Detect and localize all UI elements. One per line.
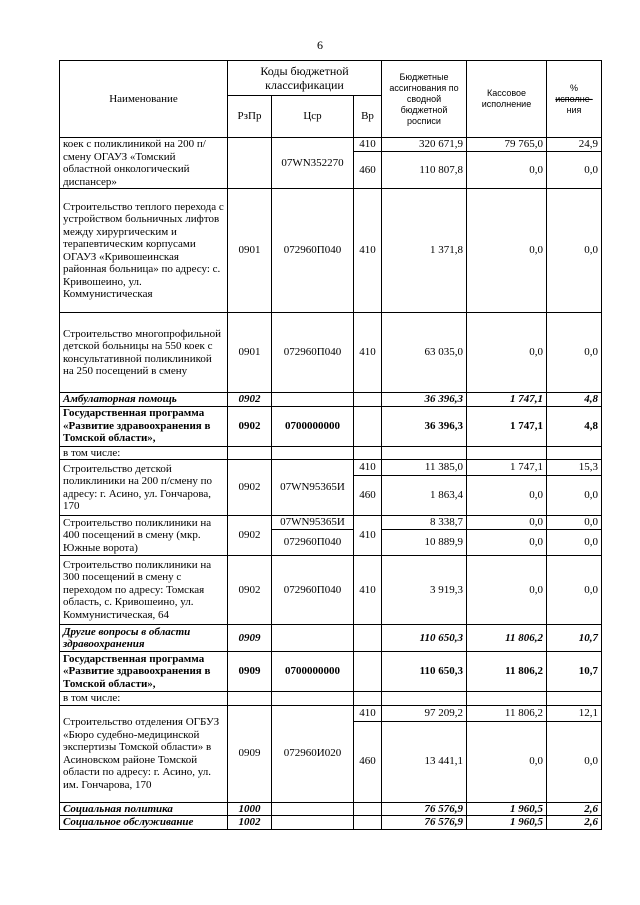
row-pct: 0,0 (547, 313, 602, 393)
row-cash: 1 747,1 (467, 406, 547, 446)
row-rzpr: 0901 (228, 189, 272, 313)
row-csr: 07WN95365И (272, 516, 354, 530)
table-row (60, 138, 602, 152)
page-number: 6 (317, 38, 323, 52)
row-pct: 0,0 (547, 530, 602, 556)
table-row (60, 705, 602, 721)
row-rzpr: 0902 (228, 393, 272, 407)
header-codes: Коды бюджетной классификации (228, 61, 382, 96)
table-row (60, 406, 602, 446)
table-row (60, 446, 602, 460)
row-vr (354, 393, 382, 407)
row-pct: 12,1 (547, 705, 602, 721)
row-pct: 2,6 (547, 816, 602, 830)
row-vr: 410 (354, 705, 382, 721)
table-row (60, 802, 602, 816)
table-row (60, 393, 602, 407)
row-budget: 8 338,7 (382, 516, 467, 530)
row-name: Строительство детской поликлиники на 200 п/смену по адресу: г. Асино, ул. Гончарова, 170 (60, 460, 228, 516)
row-cash: 1 747,1 (467, 460, 547, 476)
row-rzpr: 1000 (228, 802, 272, 816)
row-rzpr: 0909 (228, 705, 272, 802)
row-budget: 76 576,9 (382, 816, 467, 830)
table-row (60, 516, 602, 530)
row-vr (354, 816, 382, 830)
row-cash: 1 960,5 (467, 802, 547, 816)
header-budget: Бюджетные ассигнования по сводной бюджетной росписи (382, 61, 467, 138)
table-row (60, 692, 602, 706)
row-pct: 4,8 (547, 406, 602, 446)
row-vr: 410 (354, 189, 382, 313)
row-budget: 110 650,3 (382, 625, 467, 652)
header-rzpr: РзПр (228, 96, 272, 138)
row-cash: 11 806,2 (467, 625, 547, 652)
row-name: Строительство отделения ОГБУЗ «Бюро судебно-медицинской экспертизы Томской области» в Асиновском районе Томской области по адресу: г. Асино, ул. им. Гончарова, 170 (60, 705, 228, 802)
row-pct: 0,0 (547, 721, 602, 802)
table-row (60, 625, 602, 652)
header-pct-word: исполне- (555, 93, 593, 104)
row-budget: 1 371,8 (382, 189, 467, 313)
row-pct: 0,0 (547, 151, 602, 188)
row-csr: 07WN352270 (272, 138, 354, 189)
header-name: Наименование (60, 61, 228, 138)
header-csr: Цср (272, 96, 354, 138)
row-pct: 2,6 (547, 802, 602, 816)
row-budget: 11 385,0 (382, 460, 467, 476)
row-name: Другие вопросы в области здравоохранения (60, 625, 228, 652)
row-cash: 0,0 (467, 151, 547, 188)
row-name: Государственная программа «Развитие здравоохранения в Томской области», (60, 406, 228, 446)
row-vr: 410 (354, 460, 382, 476)
row-budget: 110 807,8 (382, 151, 467, 188)
row-cash: 0,0 (467, 556, 547, 625)
row-vr: 410 (354, 138, 382, 152)
row-budget: 1 863,4 (382, 476, 467, 516)
row-rzpr: 0909 (228, 652, 272, 692)
row-csr (272, 393, 354, 407)
header-pct-sign: % (569, 82, 578, 93)
row-cash: 1 960,5 (467, 816, 547, 830)
row-rzpr: 0909 (228, 625, 272, 652)
row-vr (354, 406, 382, 446)
row-name: Строительство теплого перехода с устройством больничных лифтов между хирургическим и терапевтическим корпусами ОГАУЗ «Кривошеинская районная больница» по адресу: с. Кривошеино, ул. Коммунистическая (60, 189, 228, 313)
table-row (60, 460, 602, 476)
row-name: Социальное обслуживание (60, 816, 228, 830)
row-vr: 460 (354, 476, 382, 516)
table-row (60, 816, 602, 830)
row-cash: 0,0 (467, 189, 547, 313)
row-name: в том числе: (60, 692, 228, 706)
row-rzpr: 0902 (228, 460, 272, 516)
row-name: коек с поликлиникой на 200 п/смену ОГАУЗ «Томский областной онкологический диспансер» (60, 138, 228, 189)
row-cash: 0,0 (467, 530, 547, 556)
row-csr (272, 802, 354, 816)
row-cash: 79 765,0 (467, 138, 547, 152)
row-rzpr: 0902 (228, 516, 272, 556)
budget-table (59, 60, 602, 830)
row-budget: 10 889,9 (382, 530, 467, 556)
row-budget: 76 576,9 (382, 802, 467, 816)
row-csr (272, 816, 354, 830)
row-budget: 3 919,3 (382, 556, 467, 625)
row-vr (354, 625, 382, 652)
row-name: Государственная программа «Развитие здравоохранения в Томской области», (60, 652, 228, 692)
header-pct (547, 61, 602, 138)
row-vr: 410 (354, 313, 382, 393)
row-pct: 4,8 (547, 393, 602, 407)
row-csr: 07WN95365И (272, 460, 354, 516)
row-rzpr: 0901 (228, 313, 272, 393)
row-rzpr: 1002 (228, 816, 272, 830)
row-pct: 0,0 (547, 189, 602, 313)
row-cash: 0,0 (467, 313, 547, 393)
row-name: Строительство многопрофильной детской больницы на 550 коек с консультативной поликлиникой на 250 посещений в смену (60, 313, 228, 393)
row-budget: 63 035,0 (382, 313, 467, 393)
row-rzpr: 0902 (228, 556, 272, 625)
row-cash: 11 806,2 (467, 705, 547, 721)
row-cash: 0,0 (467, 721, 547, 802)
row-pct: 24,9 (547, 138, 602, 152)
row-vr: 410 (354, 516, 382, 556)
row-pct: 15,3 (547, 460, 602, 476)
header-pct-word2: ния (566, 104, 582, 115)
row-rzpr: 0902 (228, 406, 272, 446)
row-pct: 0,0 (547, 556, 602, 625)
row-cash: 11 806,2 (467, 652, 547, 692)
row-cash: 1 747,1 (467, 393, 547, 407)
row-csr: 072960П040 (272, 313, 354, 393)
row-pct: 10,7 (547, 652, 602, 692)
row-name: Строительство поликлиники на 400 посещений в смену (мкр. Южные ворота) (60, 516, 228, 556)
row-vr: 460 (354, 721, 382, 802)
row-budget: 320 671,9 (382, 138, 467, 152)
row-csr: 072960П040 (272, 556, 354, 625)
row-budget: 13 441,1 (382, 721, 467, 802)
row-name: Строительство поликлиники на 300 посещений в смену с переходом по адресу: Томская область, с. Кривошеино, ул. Коммунистическая, 64 (60, 556, 228, 625)
row-vr: 460 (354, 151, 382, 188)
row-pct: 0,0 (547, 516, 602, 530)
row-name: в том числе: (60, 446, 228, 460)
row-cash: 0,0 (467, 476, 547, 516)
row-cash: 0,0 (467, 516, 547, 530)
row-csr: 072960П040 (272, 530, 354, 556)
table-row (60, 652, 602, 692)
row-rzpr (228, 138, 272, 189)
row-name: Социальная политика (60, 802, 228, 816)
row-vr (354, 652, 382, 692)
row-budget: 36 396,3 (382, 406, 467, 446)
row-vr (354, 802, 382, 816)
row-csr: 0700000000 (272, 652, 354, 692)
row-budget: 110 650,3 (382, 652, 467, 692)
header-vr: Вр (354, 96, 382, 138)
header-cash: Кассовое исполнение (467, 61, 547, 138)
row-budget: 97 209,2 (382, 705, 467, 721)
table-row (60, 313, 602, 393)
table-row (60, 189, 602, 313)
row-vr: 410 (354, 556, 382, 625)
table-row (60, 556, 602, 625)
row-pct: 10,7 (547, 625, 602, 652)
row-name: Амбулаторная помощь (60, 393, 228, 407)
row-budget: 36 396,3 (382, 393, 467, 407)
row-csr: 072960И020 (272, 705, 354, 802)
row-csr: 072960П040 (272, 189, 354, 313)
row-csr: 0700000000 (272, 406, 354, 446)
row-pct: 0,0 (547, 476, 602, 516)
row-csr (272, 625, 354, 652)
